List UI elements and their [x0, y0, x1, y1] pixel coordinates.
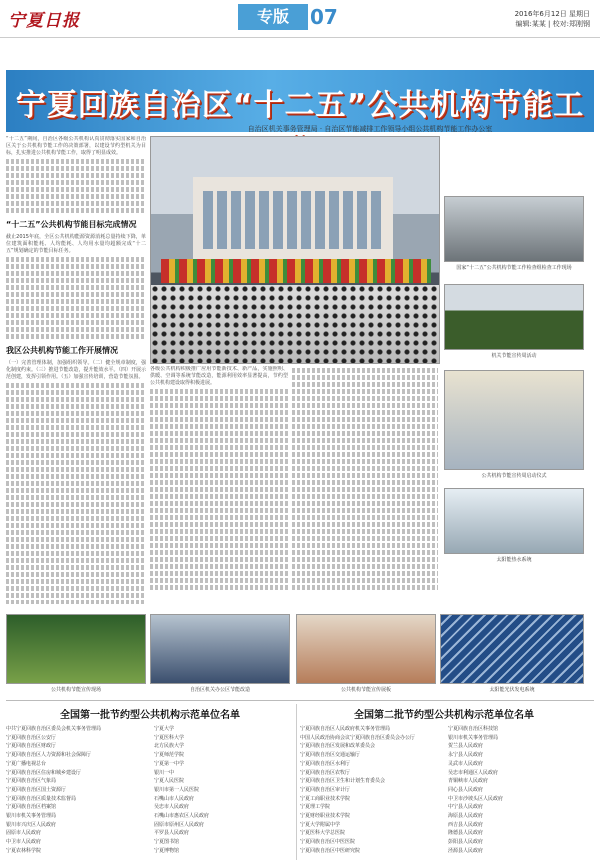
unit-list-item: 宁夏回族自治区审计厅: [300, 786, 351, 793]
article-lead: “十二五”期间，自治区各级公共机构认真贯彻落实国家和自治区关于公共机构节能工作的决策部署，以建设节约型机关为目标，扎实推进公共机构节能工作，取得了明显成效。: [6, 136, 146, 156]
unit-list-item: 宁夏农林科学院: [6, 847, 42, 854]
photo-solar-heater: [444, 488, 584, 554]
unit-list-item: 银川市机关事务管理局: [6, 813, 57, 820]
second-batch-list: [300, 706, 588, 856]
dateline: [515, 9, 590, 29]
caption-r1: 国家“十二五”公共机构节能工作检查组检查工作现场: [456, 265, 572, 271]
unit-list-item: 宁夏回族自治区财政厅: [6, 743, 57, 750]
unit-list-item: 宁夏第一中学: [154, 760, 185, 767]
main-photo-ceremony: [150, 136, 440, 364]
issue-date: 2016年6月12日 星期日: [514, 10, 590, 18]
unit-list-item: 银川市第一人民医院: [154, 786, 200, 793]
unit-list-item: 宁夏回族自治区发展和改革委员会: [300, 743, 376, 750]
unit-list-item: 宁夏回族自治区中医研究院: [300, 847, 361, 854]
second-batch-col-2: [448, 725, 588, 856]
list-vertical-divider: [296, 704, 297, 860]
unit-list-item: 宁夏图书馆: [154, 839, 180, 846]
unit-list-item: 中卫市人民政府: [6, 839, 42, 846]
unit-list-item: 同心县人民政府: [448, 786, 484, 793]
unit-list-item: 西吉县人民政府: [448, 821, 484, 828]
unit-list-item: 银川一中: [154, 769, 175, 776]
photo-launch: [444, 370, 584, 470]
article-column-3: [292, 366, 438, 604]
unit-list-item: 中宁县人民政府: [448, 804, 484, 811]
unit-list-item: 青铜峡市人民政府: [448, 778, 489, 785]
unit-list-item: 灵武市人民政府: [448, 760, 484, 767]
photo-display-boards: [296, 614, 436, 684]
section-heading-1: “十二五”公共机构节能目标完成情况: [6, 220, 137, 229]
unit-list-item: 宁夏大学: [154, 726, 175, 732]
unit-list-item: 彭阳县人民政府: [448, 839, 484, 846]
first-batch-list: [6, 706, 294, 856]
editor-credit: 编辑:某某 | 校对:郑刚钢: [515, 20, 590, 28]
second-batch-title: 全国第二批节约型公共机构示范单位名单: [354, 710, 534, 721]
unit-list-item: 宁夏回族自治区卫生和计划生育委员会: [300, 778, 386, 785]
unit-list-item: 中卫市沙坡头区人民政府: [448, 795, 504, 802]
unit-list-item: 宁夏医科大学总医院: [300, 830, 346, 837]
caption-b3: 公共机构节能宣传展板: [340, 687, 391, 693]
section-heading-2: 我区公共机构节能工作开展情况: [6, 346, 118, 355]
unit-list-item: 宁夏回族自治区人民政府机关事务管理局: [300, 726, 391, 732]
unit-list-item: 石嘴山市惠农区人民政府: [154, 813, 210, 820]
caption-r2: 机关节能宣传周活动: [491, 353, 537, 359]
article-column-2: [150, 366, 288, 604]
unit-list-item: 宁夏大学附属中学: [300, 821, 341, 828]
unit-list-item: 宁夏广播电视总台: [6, 760, 47, 767]
unit-list-item: 宁夏人民医院: [154, 778, 185, 785]
page-number: 07: [310, 5, 338, 29]
unit-list-item: 固原市原州区人民政府: [154, 821, 205, 828]
caption-r3: 公共机构节能宣传周启动仪式: [481, 473, 547, 479]
section-label: 专版: [238, 4, 308, 30]
caption-b1: 公共机构节能宣传现场: [50, 687, 101, 693]
unit-list-item: 宁夏财经职业技术学院: [300, 813, 351, 820]
unit-list-item: 宁夏回族自治区国土资源厅: [6, 786, 67, 793]
list-divider: [6, 700, 594, 701]
unit-list-item: 固原市人民政府: [6, 830, 42, 837]
unit-list-item: 石嘴山市人民政府: [154, 795, 195, 802]
article-paragraph-1: 截止2015年底，全区公共机构能源资源消耗总量持续下降，单位建筑面积能耗、人均能耗、人均用水量均超额完成“十二五”规划确定的节能目标任务。: [6, 234, 146, 254]
unit-list-item: 贺兰县人民政府: [448, 743, 484, 750]
photo-solar-pv: [440, 614, 584, 684]
unit-list-item: 中共宁夏回族自治区委员会机关事务管理局: [6, 726, 102, 732]
unit-list-item: 泾源县人民政府: [448, 847, 484, 854]
unit-list-item: 宁夏回族自治区气象局: [6, 778, 57, 785]
unit-list-item: 海原县人民政府: [448, 813, 484, 820]
unit-list-item: 中国人民政治协商会议宁夏回族自治区委员会办公厅: [300, 734, 416, 741]
unit-list-item: 吴忠市利通区人民政府: [448, 769, 499, 776]
unit-list-item: 宁夏回族自治区中医医院: [300, 839, 356, 846]
unit-list-item: 宁夏回族自治区交通运输厅: [300, 752, 361, 759]
caption-b2: 自治区机关办公区节能改造: [189, 687, 250, 693]
photo-promotion: [6, 614, 146, 684]
page-title: 宁夏回族自治区“十二五”公共机构节能工: [15, 88, 585, 123]
unit-list-item: 宁夏回族自治区公安厅: [6, 734, 57, 741]
unit-list-item: 宁夏回族自治区质量技术监督局: [6, 795, 77, 802]
caption-b4: 太阳能光伏发电系统: [489, 687, 535, 693]
unit-list-item: 宁夏博物馆: [154, 847, 180, 854]
article-paragraph-2: （一）完善管理体制，加强组织领导。（二）健全规章制度，强化制度约束。（三）推进节能改造，提升能效水平。（四）开展示范创建，发挥引领作用。（五）加强宣传培训，营造节能氛围。: [6, 360, 146, 380]
unit-list-item: 宁夏回族自治区人力资源和社会保障厅: [6, 752, 92, 759]
unit-list-item: 宁夏工商职业技术学院: [300, 795, 351, 802]
first-batch-title: 全国第一批节约型公共机构示范单位名单: [60, 710, 240, 721]
article-column-1: [6, 136, 146, 604]
unit-list-item: 宁夏回族自治区住房和城乡建设厅: [6, 769, 82, 776]
unit-list-item: 银川市机关事务管理局: [448, 734, 499, 741]
unit-list-item: 宁夏理工学院: [300, 804, 331, 811]
unit-list-item: 吴忠市人民政府: [154, 804, 190, 811]
unit-list-item: 宁夏回族自治区档案馆: [6, 804, 57, 811]
unit-list-item: 宁夏回族自治区科技馆: [448, 726, 499, 732]
page-header: [0, 0, 600, 38]
newspaper-logo: 宁夏日报: [8, 11, 80, 31]
caption-r4: 太阳能热水系统: [496, 557, 532, 563]
photo-energy-week: [444, 284, 584, 350]
publisher-line: 自治区机关事务管理局 · 自治区节能减排工作领导小组公共机构节能工作办公室: [247, 125, 493, 133]
unit-list-item: 永宁县人民政府: [448, 752, 484, 759]
article-paragraph-3: 各级公共机构积极推广应用节能新技术、新产品，实施照明、供暖、空调等系统节能改造，能源利用效率显著提高，节约型公共机构建设取得积极进展。: [150, 366, 288, 386]
second-batch-col-1: [300, 725, 440, 856]
photo-office-renovation: [150, 614, 290, 684]
unit-list-item: 隆德县人民政府: [448, 830, 484, 837]
photo-inspection: [444, 196, 584, 262]
unit-list-item: 宁夏回族自治区农牧厅: [300, 769, 351, 776]
first-batch-col-2: [154, 725, 294, 856]
unit-list-item: 宁夏回族自治区水利厅: [300, 760, 351, 767]
unit-list-item: 银川市兴庆区人民政府: [6, 821, 57, 828]
title-banner: [6, 70, 594, 132]
unit-list-item: 平罗县人民政府: [154, 830, 190, 837]
unit-list-item: 宁夏师范学院: [154, 752, 185, 759]
first-batch-col-1: [6, 725, 146, 856]
unit-list-item: 北方民族大学: [154, 743, 185, 750]
unit-list-item: 宁夏医科大学: [154, 734, 185, 741]
